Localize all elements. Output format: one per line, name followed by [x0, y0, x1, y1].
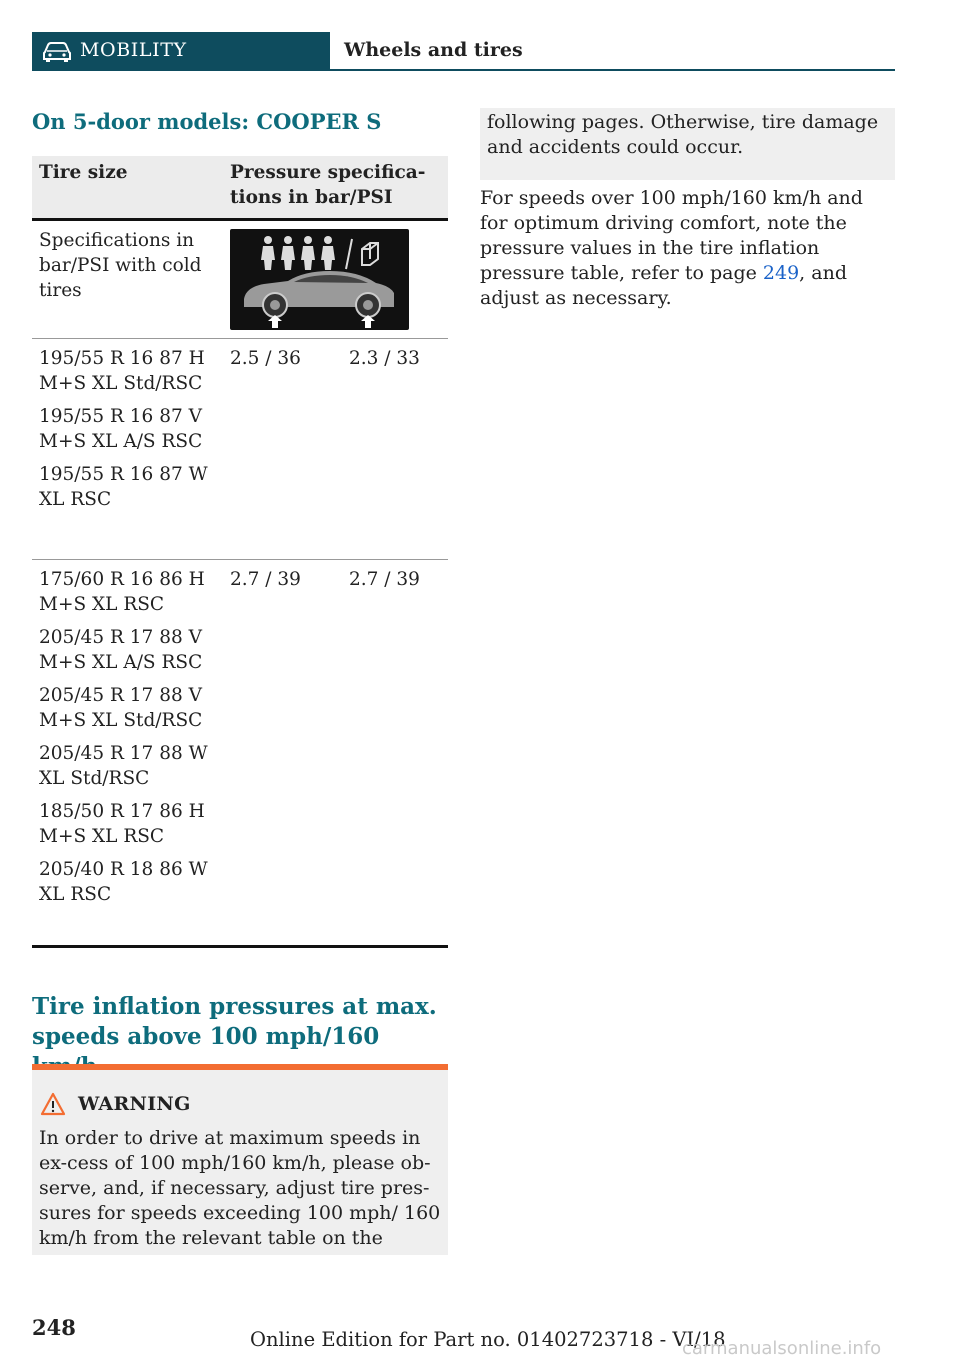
warning-continuation-box — [480, 108, 895, 180]
table-heading: On 5-door models: COOPER S — [32, 109, 382, 134]
table-row — [32, 560, 448, 947]
header-rule — [330, 69, 895, 71]
pressure-value: 2.7 / 39 — [342, 560, 448, 947]
warning-continuation-text: following pages. Otherwise, tire damage and accidents could occur. — [487, 111, 879, 158]
load-condition-image — [230, 229, 409, 330]
tire-size: 175/60 R 16 86 H M+S XL RSC — [39, 569, 205, 615]
page-number: 248 — [32, 1315, 76, 1340]
tire-size: 205/45 R 17 88 V M+S XL A/S RSC — [39, 627, 203, 673]
warning-label: WARNING — [78, 1093, 191, 1115]
body-paragraph — [480, 186, 895, 311]
left-column — [32, 108, 448, 1249]
table-header-row — [32, 156, 448, 220]
edition-footer: Online Edition for Part no. 01402723718 - VI/18 — [250, 1328, 726, 1351]
pressure-value: 2.5 / 36 — [223, 339, 342, 560]
chapter-title: Wheels and tires — [344, 39, 523, 61]
page-reference-link[interactable]: 249 — [762, 262, 800, 284]
occupants-luggage-icon — [230, 229, 409, 330]
tire-size: 205/40 R 18 86 W XL RSC — [39, 859, 208, 905]
tire-pressure-table — [32, 156, 448, 948]
warning-box — [32, 1064, 448, 1255]
body-text: , and adjust as necessary. — [480, 262, 847, 309]
table-row — [32, 220, 448, 339]
tire-size: 205/45 R 17 88 W XL Std/RSC — [39, 743, 208, 789]
tire-size: 195/55 R 16 87 V M+S XL A/S RSC — [39, 406, 203, 452]
pressure-value: 2.3 / 33 — [342, 339, 448, 560]
spec-label: Specifications in bar/PSI with cold tires — [32, 220, 223, 339]
body-text: For speeds over 100 mph/160 km/h and for optimum driving comfort, note the pressure values in the tire inflation pressure table, refer to page — [480, 187, 863, 284]
warning-triangle-icon — [40, 1092, 66, 1116]
watermark: carmanualsonline.info — [682, 1338, 882, 1359]
table-row — [32, 339, 448, 560]
col-header-tire-size: Tire size — [32, 156, 223, 220]
tire-size: 195/55 R 16 87 W XL RSC — [39, 464, 208, 510]
page-header — [32, 32, 895, 71]
warning-text: In order to drive at maximum speeds in ex-cess of 100 mph/160 km/h, please ob-serve, and, if necessary, adjust tire pres-sures for speeds exceeding 100 mph/ 160 km/h from the relevant table on the — [39, 1127, 441, 1249]
tire-size: 185/50 R 17 86 H M+S XL RSC — [39, 801, 205, 847]
section-heading: Tire inflation pressures at max. speeds above 100 mph/160 — [32, 993, 437, 1050]
pressure-value: 2.7 / 39 — [223, 560, 342, 947]
col-header-pressure: Pressure specifica-tions in bar/PSI — [223, 156, 448, 220]
car-icon — [42, 41, 72, 63]
section-label: MOBILITY — [80, 39, 187, 61]
section-tab — [32, 32, 330, 71]
tire-size: 205/45 R 17 88 V M+S XL Std/RSC — [39, 685, 203, 731]
tire-size: 195/55 R 16 87 H M+S XL Std/RSC — [39, 348, 205, 394]
